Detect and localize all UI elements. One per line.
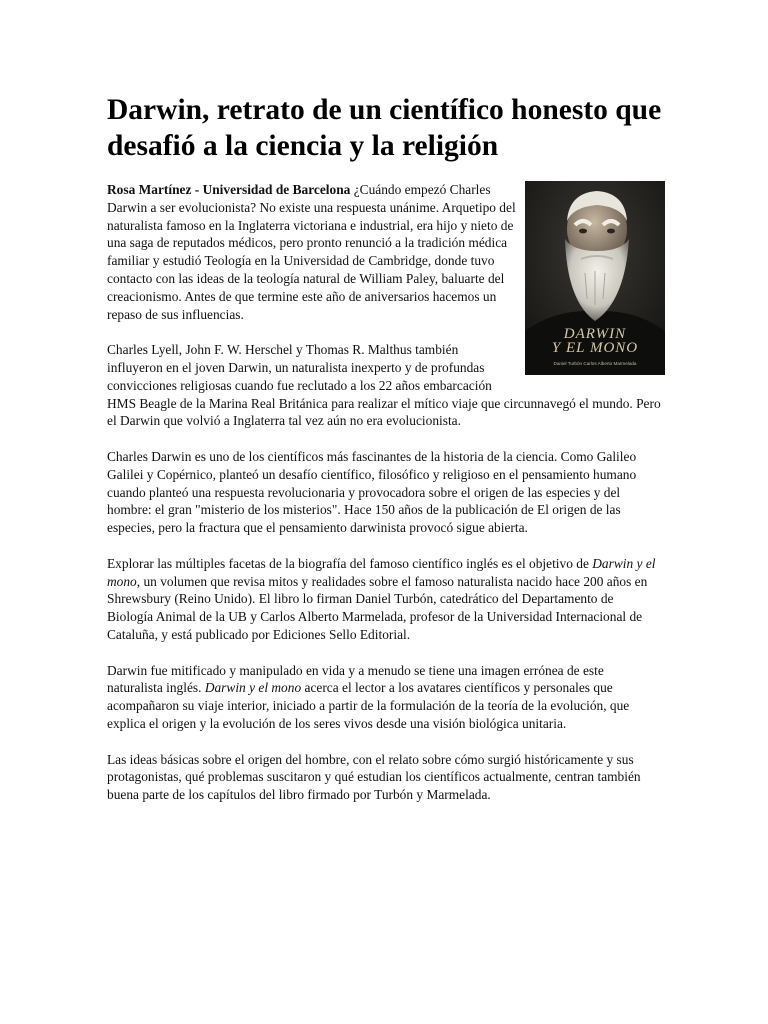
paragraph-book-text-b: , un volumen que revisa mitos y realidades sobre el famoso naturalista nacido hace 200 años en Shrewsbury (Reino Unido). El libro lo firman Daniel Turbón, catedrático del Departamento de Biología Animal de la UB y Carlos Alberto Marmelada, profesor de la Universidad Internacional de Cataluña, y está publicado por Ediciones Sello Editorial. bbox=[107, 573, 648, 642]
cover-title-line1: DARWIN bbox=[563, 326, 627, 342]
paragraph-ideas: Las ideas básicas sobre el origen del hombre, con el relato sobre cómo surgió históricamente y sus protagonistas, qué problemas suscitaron y qué estudian los científicos actualmente, centran también buena parte de los capítulos del libro firmado por Turbón y Marmelada. bbox=[107, 751, 641, 803]
paragraph-myth-text-a: Darwin fue mitificado y manipulado en vida y a menudo se tiene una imagen errónea de este naturalista inglés. bbox=[107, 662, 604, 696]
paragraph-influences: Charles Lyell, John F. W. Herschel y Thomas R. Malthus también influyeron en el joven Darwin, un naturalista inexperto y de profundas convicciones religiosas cuando fue reclutado a los 22 años embarcación HMS Beagle de la Marina Real Británica para realizar el mítico viaje que circunnavegó el mundo. Pero el Darwin que volvió a Inglaterra tal vez aún no era evolucionista. bbox=[107, 342, 661, 429]
paragraph-intro-text: ¿Cuándo empezó Charles Darwin a ser evolucionista? No existe una respuesta unánime. Arquetipo del naturalista famoso en la Inglaterra victoriana e industrial, era hijo y nieto de una saga de reputados médicos, pero pronto renunció a la tradición médica familiar y estudió Teología en la Universidad de Cambridge, donde tuvo contacto con las ideas de la teología natural de William Paley, baluarte del creacionismo. Antes de que termine este año de aniversarios hacemos un repaso de sus influencias. bbox=[107, 182, 516, 322]
book-cover-image bbox=[525, 181, 665, 375]
paragraph-book bbox=[107, 555, 661, 644]
article-body bbox=[107, 181, 661, 822]
paragraph-myth bbox=[107, 662, 661, 733]
article-title: Darwin, retrato de un científico honesto que desafió a la ciencia y la religión bbox=[107, 94, 662, 162]
cover-title bbox=[525, 327, 665, 355]
paragraph-myth-text-b: acerca el lector a los avatares científicos y personales que acompañaron su viaje interior, iniciado a partir de la formulación de la teoría de la evolución, que explica el origen y la evolución de los seres vivos desde una visión biológica unitaria. bbox=[107, 680, 630, 731]
book-title-italic-2: Darwin y el mono bbox=[204, 680, 302, 696]
book-title-italic: Darwin y el mono bbox=[107, 555, 656, 589]
cover-title-line2: Y EL MONO bbox=[551, 340, 639, 356]
author-byline: Rosa Martínez - Universidad de Barcelona bbox=[107, 182, 351, 197]
paragraph-book-text-a: Explorar las múltiples facetas de la biografía del famoso científico inglés es el objetivo de bbox=[107, 555, 593, 571]
paragraph-scientist: Charles Darwin es uno de los científicos más fascinantes de la historia de la ciencia. Como Galileo Galilei y Copérnico, planteó un desafío científico, filosófico y religioso en el pensamiento humano cuando planteó una respuesta revolucionaria y provocadora sobre el origen de las especies y del hombre: el gran "misterio de los misterios". Hace 150 años de la publicación de El origen de las especies, pero la fractura que el pensamiento darwinista provocó sigue abierta. bbox=[107, 448, 637, 536]
cover-authors: Daniel Turbón Carlos Alberto Marmelada bbox=[553, 361, 637, 366]
